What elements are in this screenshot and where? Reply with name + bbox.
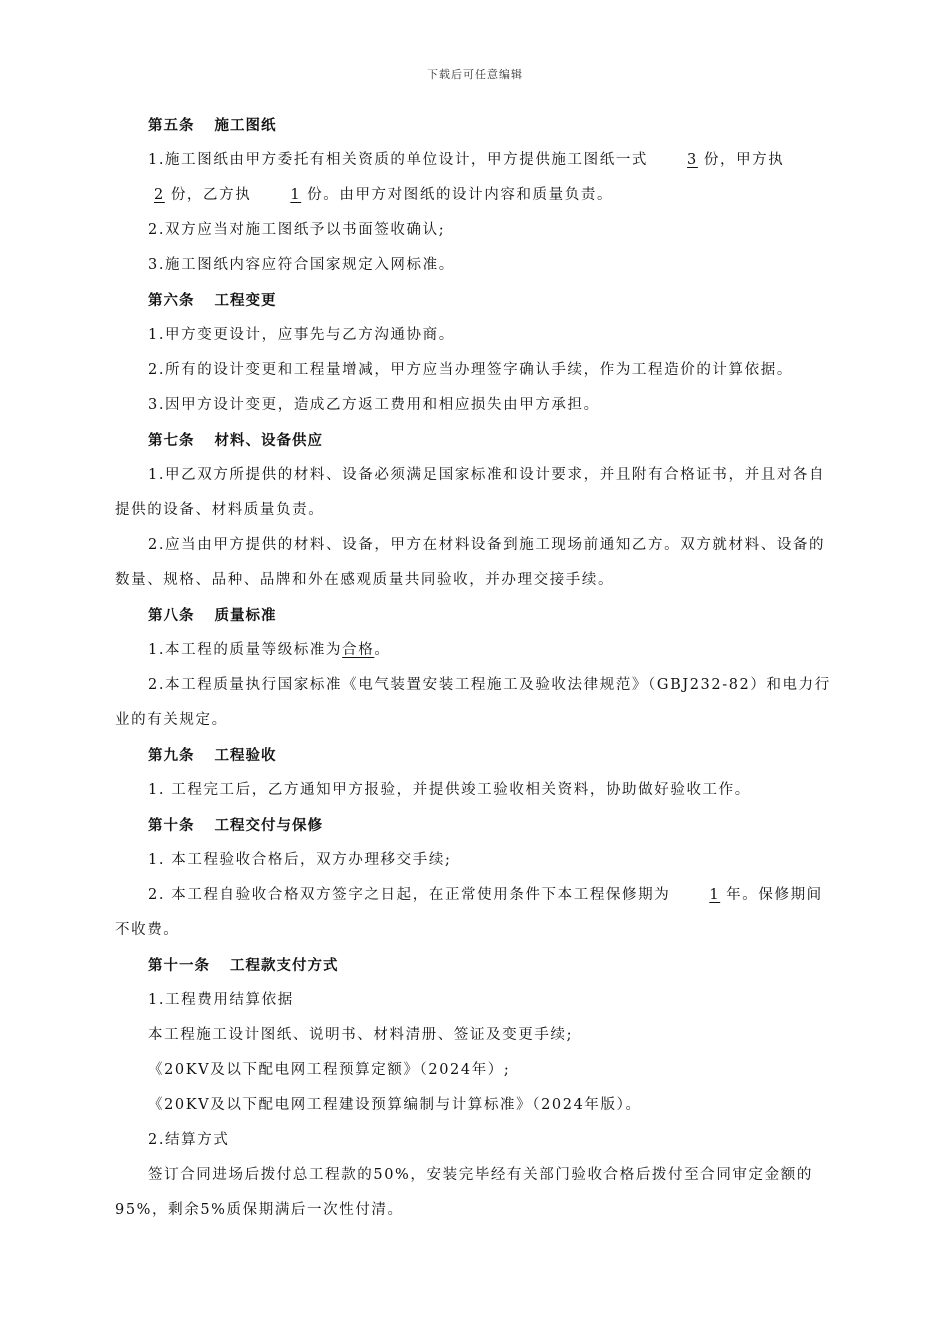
section-number: 第十一条: [148, 957, 210, 974]
section-5-clause-3: 3.施工图纸内容应符合国家规定入网标准。: [148, 257, 455, 273]
section-11-basis-1: 本工程施工设计图纸、说明书、材料清册、签证及变更手续;: [148, 1027, 574, 1043]
section-8-clause-1: 1.本工程的质量等级标准为合格。: [148, 642, 391, 658]
section-7-clause-2: 2.应当由甲方提供的材料、设备，甲方在材料设备到施工现场前通知乙方。双方就材料、设备的数量、规格、品种、品牌和外在感观质量共同验收，并办理交接手续。: [115, 537, 826, 588]
section-5-clause-2: 2.双方应当对施工图纸予以书面签收确认;: [148, 222, 446, 238]
section-10-clause-2: 2. 本工程自验收合格双方签字之日起，在正常使用条件下本工程保修期为 1 年。保修期间不收费。: [115, 878, 837, 948]
page-header: 下载后可任意编辑: [427, 68, 523, 81]
section-number: 第六条: [148, 292, 195, 309]
section-number: 第九条: [148, 747, 195, 764]
copies-total: 3: [687, 152, 698, 168]
section-11-basis-2: 《20KV及以下配电网工程预算定额》（2024年）;: [148, 1062, 511, 1078]
section-title: 材料、设备供应: [214, 432, 323, 449]
section-title: 工程款支付方式: [230, 957, 339, 974]
section-11-settlement: 签订合同进场后拨付总工程款的50%，安装完毕经有关部门验收合格后拨付至合同审定金额的95%，剩余5%质保期满后一次性付清。: [115, 1167, 813, 1218]
section-11-heading: [115, 948, 837, 983]
section-5-clause-1: 1.施工图纸由甲方委托有相关资质的单位设计，甲方提供施工图纸一式 3 份，甲方执2 份，乙方执 1 份。由甲方对图纸的设计内容和质量负责。: [115, 143, 837, 213]
section-title: 工程交付与保修: [214, 817, 323, 834]
section-6-heading: [115, 283, 837, 318]
section-6-clause-2: 2.所有的设计变更和工程量增减，甲方应当办理签字确认手续，作为工程造价的计算依据。: [148, 362, 793, 378]
section-number: 第十条: [148, 817, 195, 834]
section-number: 第八条: [148, 607, 195, 624]
section-number: 第五条: [148, 117, 195, 134]
section-11-basis-3: 《20KV及以下配电网工程建设预算编制与计算标准》（2024年版）。: [148, 1097, 642, 1113]
quality-grade: 合格: [342, 642, 375, 658]
warranty-years: 1: [709, 887, 721, 903]
section-10-clause-1: 1. 本工程验收合格后，双方办理移交手续;: [148, 852, 452, 868]
section-6-clause-3: 3.因甲方设计变更，造成乙方返工费用和相应损失由甲方承担。: [148, 397, 600, 413]
section-10-heading: [115, 808, 837, 843]
section-title: 工程验收: [214, 747, 277, 764]
section-title: 质量标准: [214, 607, 277, 624]
section-11-clause-2: 2.结算方式: [148, 1132, 230, 1148]
section-7-heading: [115, 423, 837, 458]
section-number: 第七条: [148, 432, 195, 449]
section-9-heading: [115, 738, 837, 773]
copies-party-b: 1: [290, 187, 302, 203]
section-8-heading: [115, 598, 837, 633]
section-title: 施工图纸: [214, 117, 277, 134]
section-7-clause-1: 1.甲乙双方所提供的材料、设备必须满足国家标准和设计要求，并且附有合格证书，并且对各自提供的设备、材料质量负责。: [115, 467, 826, 518]
section-title: 工程变更: [214, 292, 277, 309]
section-5-heading: [115, 108, 837, 143]
section-9-clause-1: 1. 工程完工后，乙方通知甲方报验，并提供竣工验收相关资料，协助做好验收工作。: [148, 782, 751, 798]
copies-party-a: 2: [154, 187, 165, 203]
section-11-clause-1: 1.工程费用结算依据: [148, 992, 294, 1008]
section-6-clause-1: 1.甲方变更设计，应事先与乙方沟通协商。: [148, 327, 455, 343]
section-8-clause-2: 2.本工程质量执行国家标准《电气装置安装工程施工及验收法律规范》（GBJ232-82）和电力行业的有关规定。: [115, 677, 831, 728]
document-body: [115, 108, 837, 1228]
